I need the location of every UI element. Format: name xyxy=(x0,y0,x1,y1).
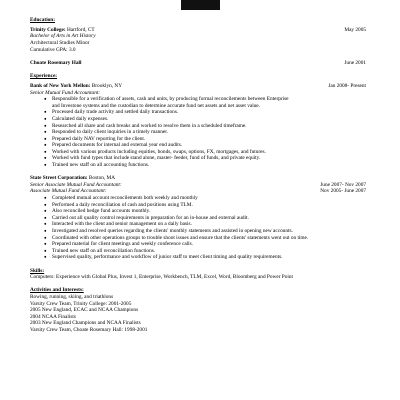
school1-location: Hartford, CT xyxy=(65,26,95,33)
job2-bullet: ● Prepared material for client meetings and weekly conference calls. xyxy=(52,241,366,248)
job2-title1-row xyxy=(30,182,366,189)
job2-date2: Nov 2005- June 2007 xyxy=(320,188,366,195)
school1-name: Trinity College: xyxy=(30,26,66,33)
job1-bullet: ● Responsible for a verification of assets, cash and units, by producing formal reconcilements between Enterprise xyxy=(52,96,366,103)
job2-bullet: ● Interacted with the client and senior management on a daily basis. xyxy=(52,221,366,228)
job2-company: State Street Corporation: xyxy=(30,175,88,182)
gpa-line: Cumulative GPA: 3.0 xyxy=(30,46,76,53)
job2-location: Boston, MA xyxy=(87,175,116,182)
job1-bullets-rest xyxy=(30,109,366,168)
activity-line: Varsity Crew Team, Trinity College: 2001-2005 xyxy=(30,300,132,307)
activity-line: Rowing, running, skiing, and triathlons xyxy=(30,293,114,300)
resume-content xyxy=(30,17,366,334)
job2-title1: Senior Associate Mutual Fund Accountant: xyxy=(30,181,122,188)
job2-bullet: ● Also reconciled hedge fund accounts monthly. xyxy=(52,208,366,215)
job1-date: Jan 2008- Present xyxy=(328,82,366,89)
job1-row xyxy=(30,83,366,90)
job1-bullet: ● Trained new staff on all accounting functions. xyxy=(52,162,366,169)
job2-bullets xyxy=(30,195,366,261)
job1-bullet: ● Responded to daily client inquiries in a timely manner. xyxy=(52,129,366,136)
degree-line: Bachelor of Arts in Art History xyxy=(30,33,96,40)
top-dark-bar xyxy=(181,0,220,10)
job2-bullet: ● Carried out all quality control requirements in preparation for an in-house and external audit. xyxy=(52,215,366,222)
job1-location: Brooklyn, NY xyxy=(90,82,123,89)
school2-row xyxy=(30,60,366,67)
job2-title2: Associate Mutual Fund Accountant: xyxy=(30,188,107,195)
activities-heading: Activities and Interests: xyxy=(30,287,84,294)
job2-title2-row xyxy=(30,188,366,195)
education-heading: Education: xyxy=(30,17,56,23)
job2-bullet: ● Coordinated with other operations groups to trouble shoot issues and ensure that the clients' statements went out on time. xyxy=(52,235,366,242)
job1-bullet: ● Worked with fund types that include stand alone, master- feeder, fund of funds, and private equity. xyxy=(52,155,366,162)
job2-bullet: ● Completed mutual account reconcilements both weekly and monthly xyxy=(52,195,366,202)
activity-line: Varsity Crew Team, Choate Rosemary Hall: 1998-2001 xyxy=(30,326,148,333)
school1-date: May 2005 xyxy=(344,26,366,33)
job1-bullet: ● Calculated daily expenses. xyxy=(52,116,366,123)
activity-line: 2005 New England, ECAC and NCAA Champions xyxy=(30,307,139,314)
school2-name: Choate Rosemary Hall xyxy=(30,59,82,66)
job2-bullet: ● Investigated and resolved queries regarding the clients' monthly statements and assisted in opening new accounts. xyxy=(52,228,366,235)
experience-heading: Experience: xyxy=(30,73,58,80)
job1-company: Bank of New York Mellon: xyxy=(30,82,91,89)
school2-date: June 2001 xyxy=(344,59,366,66)
job1-bullet-continuation: and Investone systems and the custodian to determine accurate fund net assets and net asset value. xyxy=(52,102,260,109)
job2-bullet: ● Performed a daily reconciliation of cash and positions using TLM. xyxy=(52,202,366,209)
job1-bullet: ● Processed daily trade activity and settled daily transactions. xyxy=(52,109,366,116)
job2-row xyxy=(30,175,366,182)
activity-line: 2003 New England Champions and NCAA Finalists xyxy=(30,320,141,327)
skills-text: Computers: Experience with Global Plus, Invest 1, Enterprise, Workbench, TLM, Excel, Word, Bloomberg and Power Point xyxy=(30,274,293,281)
job2-bullet: ● Supervised quality, performance and workflow of junior staff to meet client timing and quality requirements. xyxy=(52,254,366,261)
job1-bullet: ● Prepared daily NAV reporting for the client. xyxy=(52,136,366,143)
activity-line: 2004 NCAA Finalists xyxy=(30,313,76,320)
minor-line: Architectural Studies Minor xyxy=(30,40,90,47)
job1-bullet: ● Prepared documents for internal and external year end audits. xyxy=(52,142,366,149)
job2-date1: June 2007- Nov 2007 xyxy=(320,181,366,188)
job1-bullet: ● Worked with various products including equities, bonds, swaps, options, FX, mortgages, and futures. xyxy=(52,149,366,156)
job1-bullets xyxy=(30,96,366,103)
job1-title: Senior Mutual Fund Accountant: xyxy=(30,89,101,96)
job2-bullet: ● Trained new staff on all reconciliation functions. xyxy=(52,248,366,255)
job1-bullet: ● Researched all share and cash breaks and worked to resolve them in a scheduled timeframe. xyxy=(52,123,366,130)
skills-heading: Skills: xyxy=(30,267,45,274)
